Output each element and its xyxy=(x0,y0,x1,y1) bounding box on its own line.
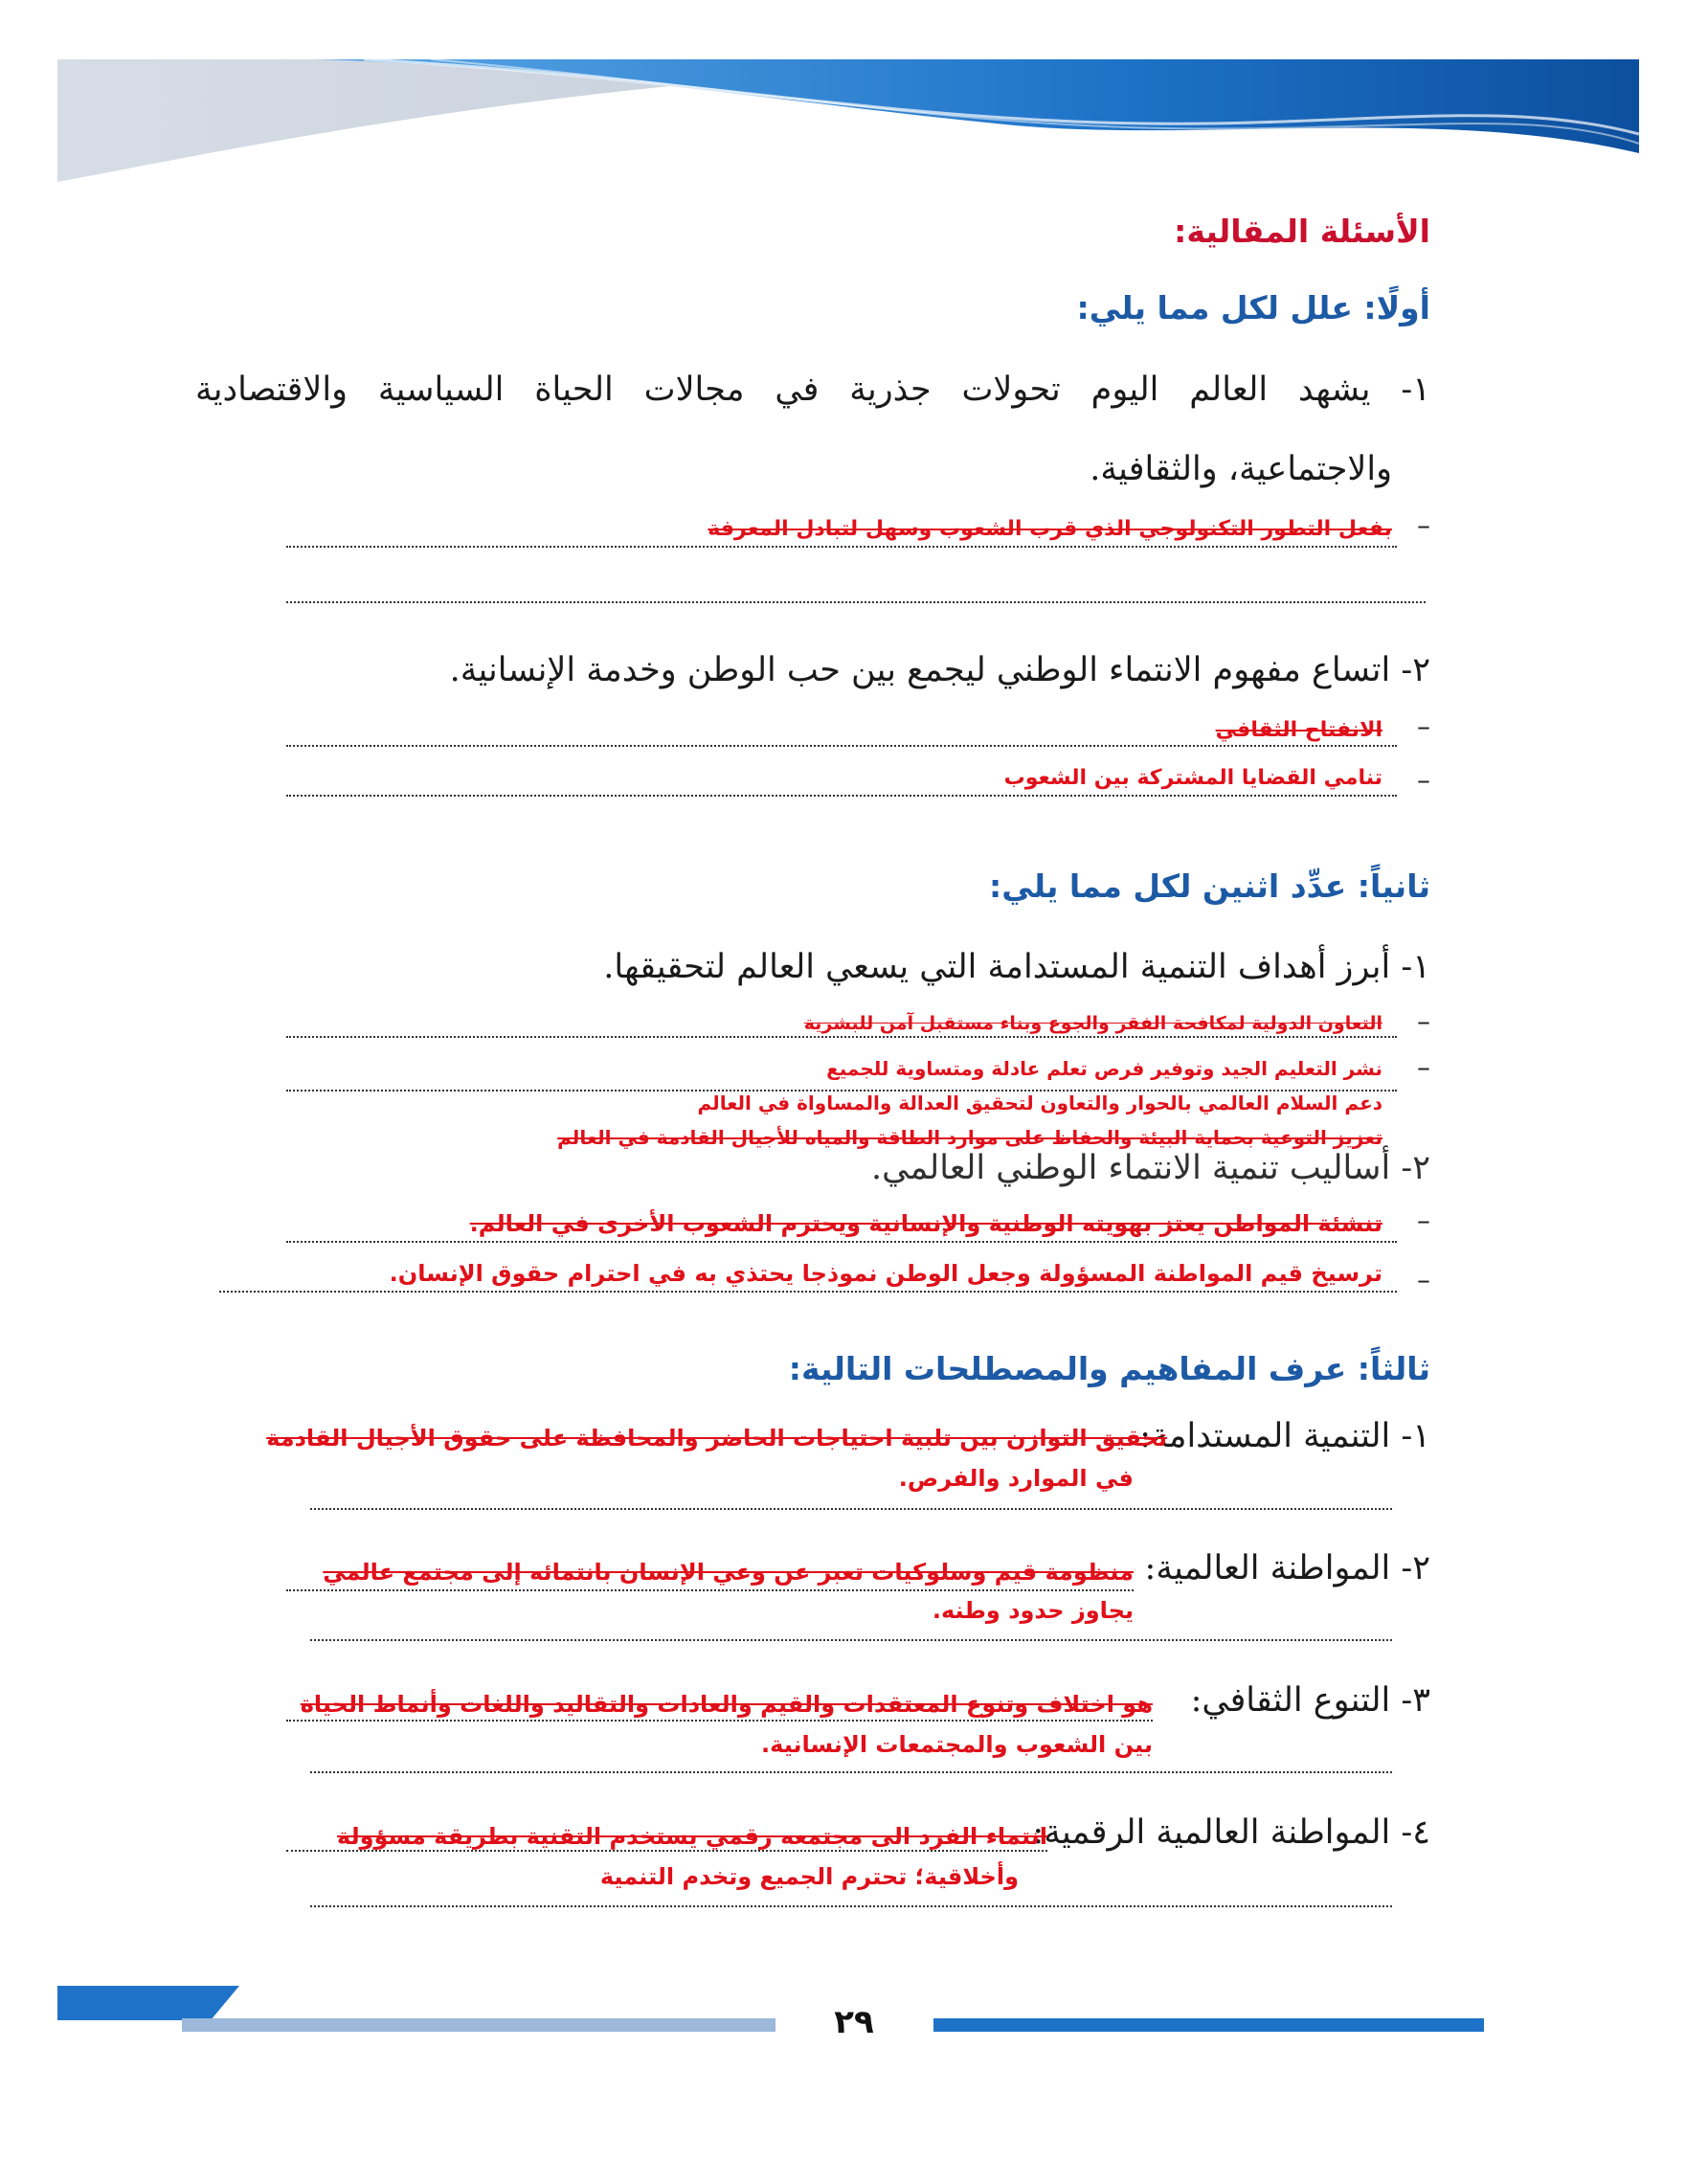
part1-q1-line1: ١- يشهد العالم اليوم تحولات جذرية في مجالات الحياة السياسية والاقتصادية xyxy=(195,371,1430,409)
answer-line xyxy=(286,546,1397,548)
answer-line xyxy=(286,1241,1397,1243)
dash: – xyxy=(1417,1264,1430,1295)
part3-term1-label: ١- التنمية المستدامة: xyxy=(1139,1417,1430,1455)
part3-term2-label: ٢- المواطنة العالمية: xyxy=(1144,1549,1430,1587)
part3-term2-answer-line2: يجاوز حدود وطنه. xyxy=(932,1597,1134,1624)
part2-q1-text: ١- أبرز أهداف التنمية المستدامة التي يسعي العالم لتحقيقها. xyxy=(603,948,1430,986)
answer-line xyxy=(310,1508,1392,1510)
part3-term2-answer-line1: منظومة قيم وسلوكيات تعبر عن وعي الإنسان بانتمائه إلى مجتمع عالمي xyxy=(323,1559,1134,1586)
dash: – xyxy=(1417,1051,1430,1083)
part3-term4-label: ٤- المواطنة العالمية الرقمية: xyxy=(1032,1813,1430,1852)
answer-line xyxy=(286,745,1397,747)
part3-term4-answer-line2: وأخلاقية؛ تحترم الجميع وتخدم التنمية xyxy=(599,1863,1019,1890)
answer-line xyxy=(286,1850,1047,1852)
part1-q2-answer1: الانفتاح الثقافي xyxy=(1215,718,1382,742)
dash: – xyxy=(1417,1204,1430,1236)
answer-line xyxy=(286,601,1426,603)
part3-term4-answer-line1: انتماء الفرد الى مجتمعه رقمي يستخدم التقنية بطريقة مسؤولة xyxy=(337,1823,1047,1850)
answer-line xyxy=(219,1291,1397,1293)
part2-q1-answer1: التعاون الدولية لمكافحة الفقر والجوع وبناء مستقبل آمن للبشرية xyxy=(803,1013,1382,1034)
part1-title: أولًا: علل لكل مما يلي: xyxy=(1076,289,1430,326)
part3-term3-answer-line2: بين الشعوب والمجتمعات الإنسانية. xyxy=(761,1731,1153,1758)
dash: – xyxy=(1417,1005,1430,1037)
part3-term3-label: ٣- التنوع الثقافي: xyxy=(1190,1681,1430,1720)
part3-term1-answer-line1: تحقيق التوازن بين تلبية احتياجات الحاضر والمحافظة على حقوق الأجيال القادمة xyxy=(266,1425,1167,1452)
part1-q2-text: ٢- اتساع مفهوم الانتماء الوطني ليجمع بين حب الوطن وخدمة الإنسانية. xyxy=(449,651,1430,689)
dash: – xyxy=(1417,764,1430,796)
part2-q1-answer4: تعزيز التوعية بحماية البيئة والحفاظ على موارد الطاقة والمياه للأجيال القادمة في العالم xyxy=(557,1126,1382,1149)
header-wave-banner xyxy=(0,0,1708,211)
answer-line xyxy=(286,1589,1134,1591)
part2-q2-answer1: تنشئة المواطن يعتز بهويته الوطنية والإنسانية ويحترم الشعوب الأخرى في العالم. xyxy=(469,1210,1382,1237)
part3-term1-answer-line2: في الموارد والفرص. xyxy=(898,1465,1134,1492)
part2-q2-answer2: ترسيخ قيم المواطنة المسؤولة وجعل الوطن نموذجا يحتذي به في احترام حقوق الإنسان. xyxy=(389,1260,1382,1287)
page-number: ٢٩ xyxy=(834,2003,874,2041)
answer-line xyxy=(286,1036,1397,1038)
dash: – xyxy=(1417,509,1430,541)
part2-title: ثانياً: عدِّد اثنين لكل مما يلي: xyxy=(989,867,1430,905)
part3-title: ثالثاً: عرف المفاهيم والمصطلحات التالية: xyxy=(788,1350,1430,1387)
answer-line xyxy=(310,1771,1392,1773)
answer-line xyxy=(286,795,1397,797)
dash: – xyxy=(1417,710,1430,742)
part2-q2-text: ٢- أساليب تنمية الانتماء الوطني العالمي. xyxy=(871,1149,1430,1187)
part1-q2-answer2: تنامي القضايا المشتركة بين الشعوب xyxy=(1003,766,1382,790)
part2-q1-answer2: نشر التعليم الجيد وتوفير فرص تعلم عادلة ومتساوية للجميع xyxy=(826,1057,1382,1080)
part1-q1-answer: بفعل التطور التكنولوجي الذي قرب الشعوب وسهل لتبادل المعرفة xyxy=(708,517,1392,541)
part3-term3-answer-line1: هو اختلاف وتنوع المعتقدات والقيم والعادات والتقاليد واللغات وأنماط الحياة xyxy=(300,1691,1153,1718)
answer-line xyxy=(310,1905,1392,1907)
answer-line xyxy=(286,1720,1153,1722)
answer-line xyxy=(310,1639,1392,1641)
part2-q1-answer3: دعم السلام العالمي بالحوار والتعاون لتحقيق العدالة والمساواة في العالم xyxy=(697,1092,1382,1114)
part1-q1-line2: والاجتماعية، والثقافية. xyxy=(1090,450,1392,488)
section-title: الأسئلة المقالية: xyxy=(1174,213,1430,250)
